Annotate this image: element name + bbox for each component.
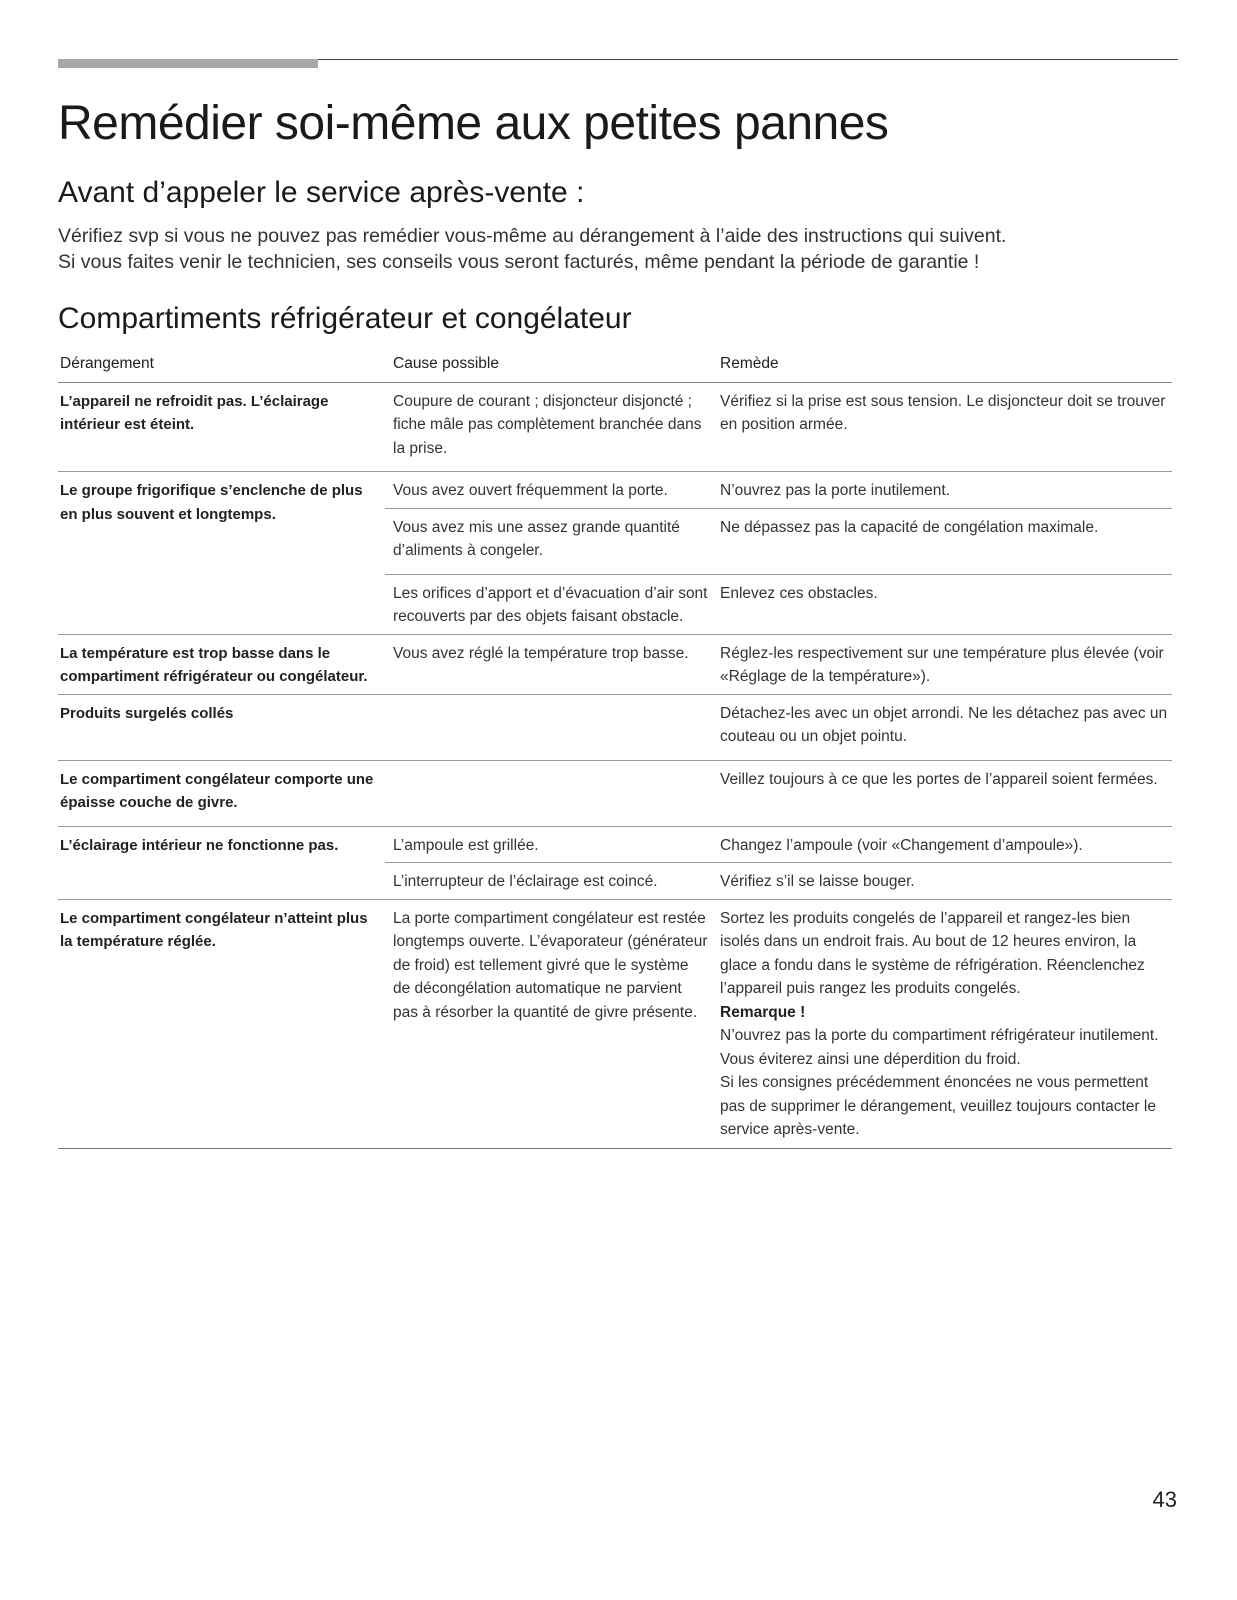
cause-cell: Coupure de courant ; disjoncteur disjoncté ; fiche mâle pas complètement branchée dans la prise. bbox=[385, 382, 712, 472]
intro-line: Vérifiez svp si vous ne pouvez pas remédier vous-même au dérangement à l’aide des instructions qui suivent. bbox=[58, 225, 1007, 247]
fault-cell: Le groupe frigorifique s’enclenche de plus en plus souvent et longtemps. bbox=[58, 472, 385, 635]
fault-cell: Le compartiment congélateur n’atteint plus la température réglée. bbox=[58, 899, 385, 1148]
table-row bbox=[58, 899, 1172, 1148]
fault-cell: Produits surgelés collés bbox=[58, 694, 385, 760]
remedy-cell: Veillez toujours à ce que les portes de l’appareil soient fermées. bbox=[712, 760, 1172, 826]
intro-line: Si vous faites venir le technicien, ses conseils vous seront facturés, même pendant la période de garantie ! bbox=[58, 251, 980, 273]
cause-cell bbox=[385, 760, 712, 826]
table-header-row bbox=[58, 352, 1172, 382]
cause-cell: Les orifices d’apport et d’évacuation d’air sont recouverts par des objets faisant obstacle. bbox=[385, 574, 712, 634]
cause-cell: Vous avez ouvert fréquemment la porte. bbox=[385, 472, 712, 509]
remedy-cell: N’ouvrez pas la porte inutilement. bbox=[712, 472, 1172, 509]
remedy-cell: Ne dépassez pas la capacité de congélation maximale. bbox=[712, 508, 1172, 574]
remedy-cell: Réglez-les respectivement sur une température plus élevée (voir «Réglage de la température»). bbox=[712, 634, 1172, 694]
page-number: 43 bbox=[1152, 1487, 1177, 1512]
section-heading: Compartiments réfrigérateur et congélateur bbox=[58, 302, 632, 335]
note-label: Remarque ! bbox=[720, 1003, 806, 1021]
table-row bbox=[58, 694, 1172, 760]
note-text: N’ouvrez pas la porte du compartiment réfrigérateur inutilement. Vous éviterez ainsi une déperdition du froid. bbox=[720, 1027, 1159, 1068]
header-remedy: Remède bbox=[712, 352, 1172, 382]
table-row bbox=[58, 472, 1172, 509]
remedy-cell: Enlevez ces obstacles. bbox=[712, 574, 1172, 634]
note-text: Si les consignes précédemment énoncées ne vous permettent pas de supprimer le dérangement, veuillez toujours contacter le service après-vente. bbox=[720, 1074, 1156, 1138]
intro-paragraph bbox=[58, 223, 1178, 275]
service-heading: Avant d’appeler le service après-vente : bbox=[58, 176, 585, 209]
fault-cell: L’appareil ne refroidit pas. L’éclairage intérieur est éteint. bbox=[58, 382, 385, 472]
cause-cell: Vous avez mis une assez grande quantité d’aliments à congeler. bbox=[385, 508, 712, 574]
fault-cell: L’éclairage intérieur ne fonctionne pas. bbox=[58, 826, 385, 899]
header-fault: Dérangement bbox=[58, 352, 385, 382]
table-row bbox=[58, 760, 1172, 826]
table-row bbox=[58, 382, 1172, 472]
cause-cell: L’interrupteur de l’éclairage est coincé. bbox=[385, 863, 712, 900]
cause-cell: L’ampoule est grillée. bbox=[385, 826, 712, 863]
table-row bbox=[58, 826, 1172, 863]
remedy-cell: Détachez-les avec un objet arrondi. Ne les détachez pas avec un couteau ou un objet pointu. bbox=[712, 694, 1172, 760]
cause-cell bbox=[385, 694, 712, 760]
remedy-cell bbox=[712, 899, 1172, 1148]
cause-cell: Vous avez réglé la température trop basse. bbox=[385, 634, 712, 694]
top-rule-accent bbox=[58, 59, 318, 68]
cause-cell: La porte compartiment congélateur est restée longtemps ouverte. L’évaporateur (générateur de froid) est tellement givré que le système de décongélation automatique ne parvient pas à résorber la quantité de givre présente. bbox=[385, 899, 712, 1148]
fault-cell: La température est trop basse dans le compartiment réfrigérateur ou congélateur. bbox=[58, 634, 385, 694]
header-cause: Cause possible bbox=[385, 352, 712, 382]
remedy-cell: Vérifiez s’il se laisse bouger. bbox=[712, 863, 1172, 900]
table-row bbox=[58, 634, 1172, 694]
troubleshooting-table bbox=[58, 352, 1172, 1149]
fault-cell: Le compartiment congélateur comporte une épaisse couche de givre. bbox=[58, 760, 385, 826]
remedy-cell: Vérifiez si la prise est sous tension. Le disjoncteur doit se trouver en position armée. bbox=[712, 382, 1172, 472]
remedy-text: Sortez les produits congelés de l’appareil et rangez-les bien isolés dans un endroit frais. Au bout de 12 heures environ, la glace a fondu dans le système de réfrigération. Réenclenchez l’appareil puis rangez les produits congelés. bbox=[720, 909, 1145, 997]
remedy-cell: Changez l’ampoule (voir «Changement d’ampoule»). bbox=[712, 826, 1172, 863]
page-title: Remédier soi-même aux petites pannes bbox=[58, 97, 889, 150]
